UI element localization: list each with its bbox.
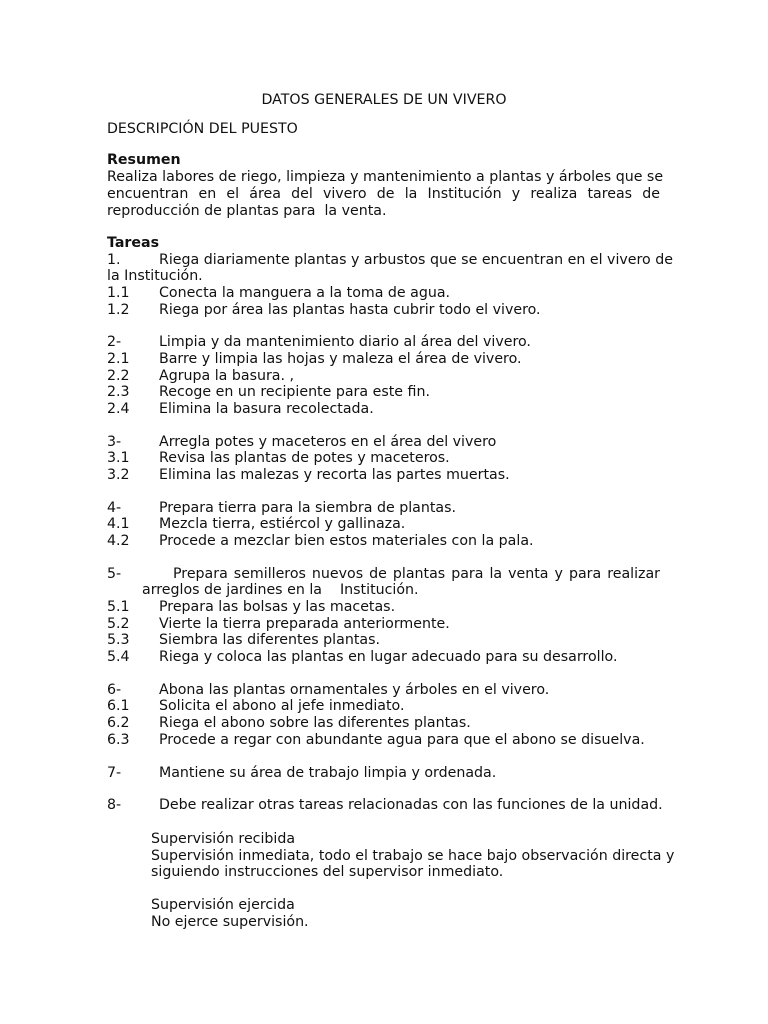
task-number: 3-: [107, 434, 122, 450]
task-number: 2-: [107, 334, 122, 350]
task-text: Procede a mezclar bien estos materiales con la pala.: [159, 533, 534, 549]
task-text: Debe realizar otras tareas relacionadas con las funciones de la unidad.: [159, 797, 663, 813]
supervision-ejercida-heading: Supervisión ejercida: [151, 897, 295, 913]
task-number: 2.4: [107, 401, 130, 417]
task-number: 8-: [107, 797, 122, 813]
resumen-line: Realiza labores de riego, limpieza y mantenimiento a plantas y árboles que se: [107, 169, 664, 185]
supervision-recibida-heading: Supervisión recibida: [151, 831, 296, 847]
task-text: Agrupa la basura. ,: [159, 368, 295, 384]
task-number: 4-: [107, 500, 122, 516]
task-number: 7-: [107, 765, 122, 781]
task-number: 6.3: [107, 732, 130, 748]
task-text: Solicita el abono al jefe inmediato.: [159, 698, 405, 714]
task-number: 3.2: [107, 467, 130, 483]
task-text: Prepara tierra para la siembra de plantas.: [159, 500, 456, 516]
task-number: 1.1: [107, 285, 130, 301]
task-number: 1.: [107, 252, 121, 268]
task-number: 4.2: [107, 533, 130, 549]
task-text: Riega el abono sobre las diferentes plantas.: [159, 715, 471, 731]
task-text: Limpia y da mantenimiento diario al área del vivero.: [159, 334, 531, 350]
resumen-line: encuentran en el área del vivero de la Institución y realiza tareas de: [107, 186, 660, 202]
task-text: Elimina las malezas y recorta las partes muertas.: [159, 467, 510, 483]
task-text: Elimina la basura recolectada.: [159, 401, 374, 417]
task-text: Mezcla tierra, estiércol y gallinaza.: [159, 516, 406, 532]
supervision-recibida-line: siguiendo instrucciones del supervisor inmediato.: [151, 864, 504, 880]
task-number: 6.1: [107, 698, 130, 714]
task-text: Abona las plantas ornamentales y árboles en el vivero.: [159, 682, 550, 698]
task-text: Barre y limpia las hojas y maleza el área de vivero.: [159, 351, 522, 367]
task-number: 5.4: [107, 649, 130, 665]
task-number: 5-: [107, 566, 122, 582]
task-text: Riega por área las plantas hasta cubrir todo el vivero.: [159, 302, 541, 318]
task-number: 1.2: [107, 302, 130, 318]
task-text: Prepara semilleros nuevos de plantas para la venta y para realizar: [173, 566, 660, 582]
task-text: Conecta la manguera a la toma de agua.: [159, 285, 451, 301]
task-number: 5.1: [107, 599, 130, 615]
task-number: 5.2: [107, 616, 130, 632]
task-number: 6-: [107, 682, 122, 698]
task-number: 2.1: [107, 351, 130, 367]
task-text: Siembra las diferentes plantas.: [159, 632, 380, 648]
supervision-recibida-line: Supervisión inmediata, todo el trabajo se hace bajo observación directa y: [151, 848, 675, 864]
task-text: Vierte la tierra preparada anteriormente.: [159, 616, 450, 632]
section-subtitle: DESCRIPCIÓN DEL PUESTO: [107, 121, 298, 137]
supervision-ejercida-text: No ejerce supervisión.: [151, 914, 309, 930]
task-text: Prepara las bolsas y las macetas.: [159, 599, 396, 615]
task-number: 3.1: [107, 450, 130, 466]
resumen-line: reproducción de plantas para la venta.: [107, 203, 387, 219]
task-text: Recoge en un recipiente para este fin.: [159, 384, 430, 400]
task-text-continuation: arreglos de jardines en la Institución.: [142, 582, 419, 598]
task-text: Mantiene su área de trabajo limpia y ordenada.: [159, 765, 497, 781]
task-number: 4.1: [107, 516, 130, 532]
task-text: Procede a regar con abundante agua para que el abono se disuelva.: [159, 732, 645, 748]
task-text: Riega y coloca las plantas en lugar adecuado para su desarrollo.: [159, 649, 618, 665]
task-number: 5.3: [107, 632, 130, 648]
task-text: Revisa las plantas de potes y maceteros.: [159, 450, 450, 466]
tareas-heading: Tareas: [107, 235, 160, 251]
resumen-heading: Resumen: [107, 152, 181, 168]
document-title: DATOS GENERALES DE UN VIVERO: [261, 92, 507, 108]
task-number: 2.3: [107, 384, 130, 400]
task-number: 6.2: [107, 715, 130, 731]
task-text: Arregla potes y maceteros en el área del vivero: [159, 434, 497, 450]
task-text: Riega diariamente plantas y arbustos que se encuentran en el vivero de: [159, 252, 673, 268]
task-text-continuation: la Institución.: [107, 268, 203, 284]
task-number: 2.2: [107, 368, 130, 384]
